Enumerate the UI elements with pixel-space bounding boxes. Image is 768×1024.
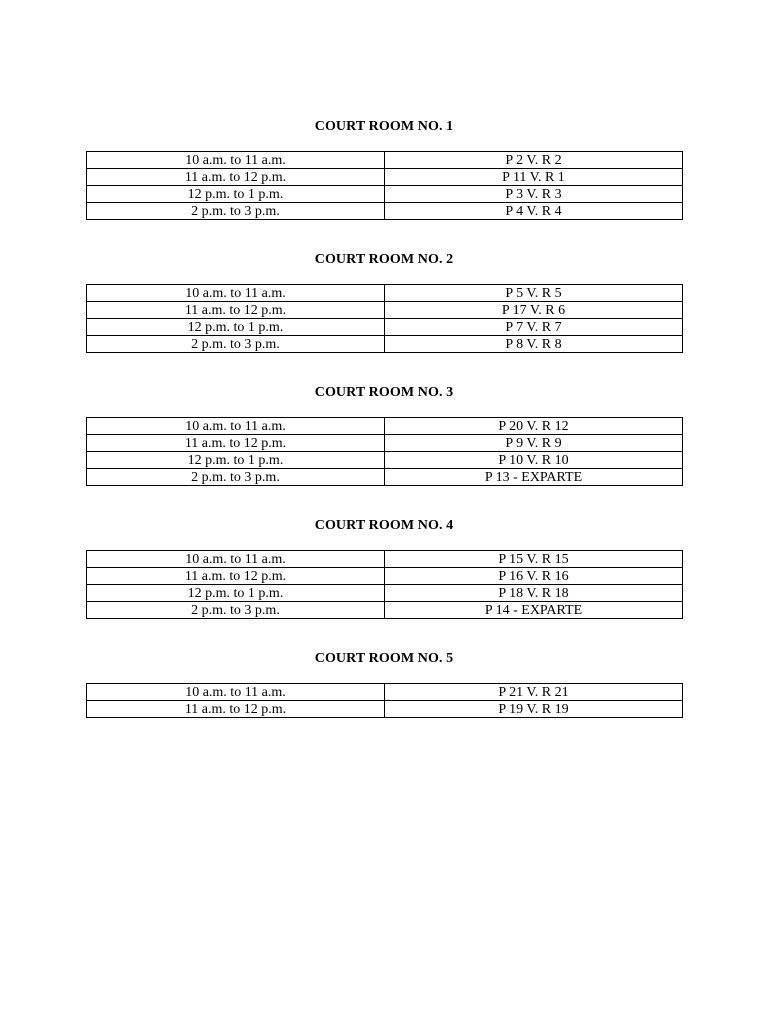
case-cell: P 13 - EXPARTE [385,469,683,486]
case-cell: P 20 V. R 12 [385,418,683,435]
case-cell: P 10 V. R 10 [385,452,683,469]
time-slot-cell: 2 p.m. to 3 p.m. [87,602,385,619]
case-cell: P 14 - EXPARTE [385,602,683,619]
table-row [87,602,683,619]
time-slot-cell: 11 a.m. to 12 p.m. [87,169,385,186]
table-row [87,452,683,469]
time-slot-cell: 2 p.m. to 3 p.m. [87,469,385,486]
time-slot-cell: 10 a.m. to 11 a.m. [87,285,385,302]
time-slot-cell: 2 p.m. to 3 p.m. [87,336,385,353]
time-slot-cell: 10 a.m. to 11 a.m. [87,551,385,568]
case-cell: P 5 V. R 5 [385,285,683,302]
court-room-4-section [86,518,682,619]
time-slot-cell: 11 a.m. to 12 p.m. [87,302,385,319]
time-slot-cell: 10 a.m. to 11 a.m. [87,152,385,169]
court-room-3-title: COURT ROOM NO. 3 [314,385,454,400]
table-row [87,684,683,701]
table-row [87,186,683,203]
case-cell: P 2 V. R 2 [385,152,683,169]
time-slot-cell: 12 p.m. to 1 p.m. [87,319,385,336]
time-slot-cell: 11 a.m. to 12 p.m. [87,435,385,452]
time-slot-cell: 12 p.m. to 1 p.m. [87,585,385,602]
case-cell: P 16 V. R 16 [385,568,683,585]
case-cell: P 4 V. R 4 [385,203,683,220]
case-cell: P 3 V. R 3 [385,186,683,203]
table-row [87,585,683,602]
court-room-5-title: COURT ROOM NO. 5 [314,651,454,666]
table-row [87,285,683,302]
court-room-3-section [86,385,682,486]
court-room-2-title: COURT ROOM NO. 2 [314,252,454,267]
case-cell: P 17 V. R 6 [385,302,683,319]
table-row [87,551,683,568]
court-room-5-section [86,651,682,718]
court-room-4-title: COURT ROOM NO. 4 [314,518,454,533]
court-room-2-schedule-table [86,284,683,353]
court-room-5-schedule-table [86,683,683,718]
time-slot-cell: 10 a.m. to 11 a.m. [87,418,385,435]
court-room-2-section [86,252,682,353]
table-row [87,336,683,353]
table-row [87,469,683,486]
table-row [87,203,683,220]
table-row [87,701,683,718]
case-cell: P 9 V. R 9 [385,435,683,452]
case-cell: P 21 V. R 21 [385,684,683,701]
case-cell: P 19 V. R 19 [385,701,683,718]
court-room-4-schedule-table [86,550,683,619]
court-room-3-schedule-table [86,417,683,486]
table-row [87,319,683,336]
time-slot-cell: 12 p.m. to 1 p.m. [87,186,385,203]
court-room-1-section [86,119,682,220]
table-row [87,169,683,186]
table-row [87,152,683,169]
court-room-1-title: COURT ROOM NO. 1 [314,119,454,134]
table-row [87,435,683,452]
time-slot-cell: 2 p.m. to 3 p.m. [87,203,385,220]
time-slot-cell: 11 a.m. to 12 p.m. [87,568,385,585]
time-slot-cell: 12 p.m. to 1 p.m. [87,452,385,469]
case-cell: P 7 V. R 7 [385,319,683,336]
table-row [87,418,683,435]
case-cell: P 11 V. R 1 [385,169,683,186]
table-row [87,568,683,585]
court-room-1-schedule-table [86,151,683,220]
case-cell: P 15 V. R 15 [385,551,683,568]
time-slot-cell: 11 a.m. to 12 p.m. [87,701,385,718]
case-cell: P 18 V. R 18 [385,585,683,602]
time-slot-cell: 10 a.m. to 11 a.m. [87,684,385,701]
case-cell: P 8 V. R 8 [385,336,683,353]
table-row [87,302,683,319]
